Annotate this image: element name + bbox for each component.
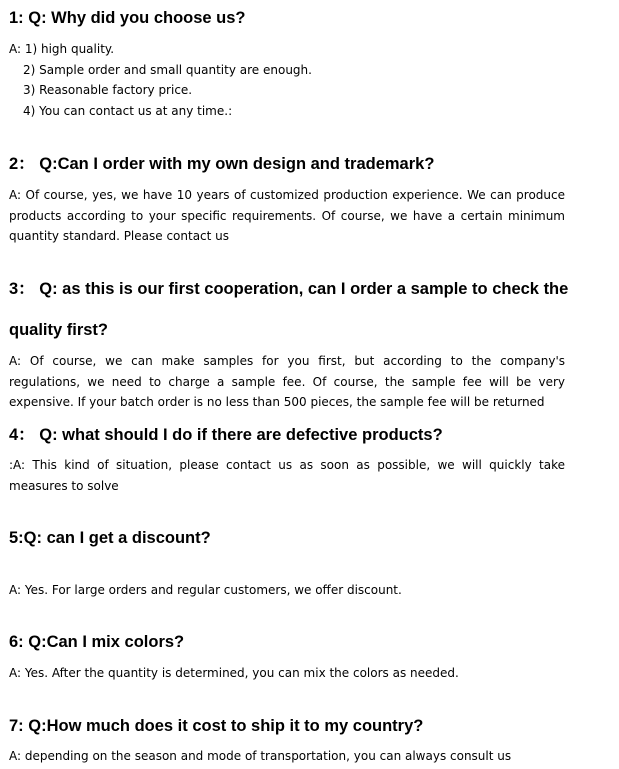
faq-1-answer-list	[9, 39, 312, 121]
faq-1-question: 1: Q: Why did you choose us?	[9, 9, 246, 27]
faq-2-answer: A: Of course, yes, we have 10 years of customized production experience. We can produce products according to your specific requirements. Of course, we have a certain minimum quantity standard. Please contact us	[9, 188, 565, 243]
faq-5-question: 5:Q: can I get a discount?	[9, 529, 211, 547]
faq-6-answer: A: Yes. After the quantity is determined, you can mix the colors as needed.	[9, 666, 459, 680]
faq-3-answer: A: Of course, we can make samples for you first, but according to the company's regulations, we need to charge a sample fee. Of course, the sample fee will be very expensive. If your batch order is no less than 500 pieces, the sample fee will be returned	[9, 354, 565, 409]
faq-7-answer: A: depending on the season and mode of transportation, you can always consult us	[9, 749, 512, 763]
faq-1-answer-line: 4) You can contact us at any time.:	[23, 103, 233, 118]
faq-7-question: 7: Q:How much does it cost to ship it to my country?	[9, 717, 424, 735]
faq-1-answer-line: 3) Reasonable factory price.	[23, 83, 193, 97]
faq-4-question: 4： Q: what should I do if there are defective products?	[9, 426, 443, 444]
faq-6-question: 6: Q:Can I mix colors?	[9, 633, 185, 651]
faq-1-answer-line: 2) Sample order and small quantity are enough.	[23, 62, 312, 77]
faq-2-question: 2： Q:Can I order with my own design and trademark?	[9, 155, 435, 173]
faq-3-question-continued: quality first?	[9, 321, 109, 339]
faq-3-question: 3： Q: as this is our first cooperation, can I order a sample to check the	[9, 280, 569, 298]
faq-5-answer: A: Yes. For large orders and regular customers, we offer discount.	[9, 583, 402, 597]
faq-4-answer: :A: This kind of situation, please contact us as soon as possible, we will quickly take measures to solve	[9, 458, 565, 493]
faq-1-answer-line: A: 1) high quality.	[9, 42, 115, 56]
